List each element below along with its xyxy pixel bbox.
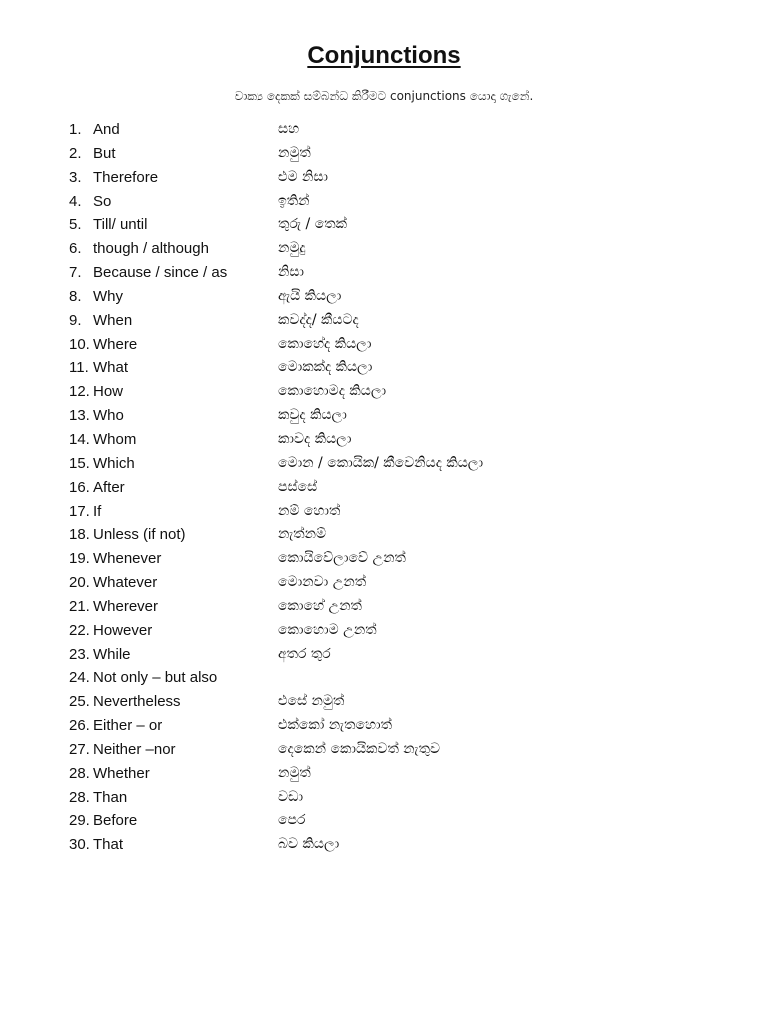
item-sinhala: සහ [278,121,300,137]
list-item [69,714,709,738]
item-english: And [93,121,120,138]
list-item [69,690,709,714]
item-sinhala: නැත්නම් [278,526,327,543]
item-sinhala: එක්කෝ නැතහොත් [278,717,392,734]
page-subtitle: වාක්‍ය දෙකක් සම්බන්ධ කිරීමට conjunctions යොදා ගැනේ. [234,89,534,103]
item-number: 25. [69,693,90,711]
list-item [69,309,709,333]
item-number: 17. [69,502,90,520]
item-english: Why [93,287,123,305]
item-english: Whom [93,430,137,448]
item-english: So [93,192,112,210]
item-sinhala: ඇයි කියලා [278,287,342,304]
list-item [69,547,709,571]
item-number: 8. [69,287,82,305]
item-english: Not only – but also [93,669,218,687]
list-item [69,118,709,142]
item-english: Whatever [93,574,158,592]
item-english: That [93,836,124,854]
item-sinhala: කොයිවේලාවේ උනත් [278,550,406,567]
item-sinhala: පෙර [278,812,306,829]
list-item [69,380,709,404]
item-sinhala: මොන / කොයික/ කීවෙනියද කියලා [278,454,484,471]
item-sinhala: කොහොමද කියලා [278,383,387,400]
list-item [69,786,709,810]
item-sinhala: අතර තුර [278,645,331,662]
item-english: What [93,359,129,377]
item-english: When [93,311,133,329]
item-sinhala: මොනවා උනත් [278,574,367,591]
item-english: Unless (if not) [93,526,186,544]
list-item [69,643,709,667]
item-number: 14. [69,430,90,448]
item-english: Which [93,454,135,472]
item-english: But [93,144,116,162]
list-item [69,261,709,285]
item-number: 30. [69,836,90,854]
item-english: How [93,383,124,401]
list-item [69,166,709,190]
item-english: Neither –nor [93,740,176,758]
list-item [69,213,709,237]
list-item [69,666,709,690]
item-number: 22. [69,621,90,639]
item-sinhala: දෙකෙන් කොයිකවත් නැතුව [278,740,441,757]
item-sinhala: නිසා [278,264,305,281]
item-number: 4. [69,192,82,210]
item-number: 16. [69,478,90,496]
item-english: Either – or [93,717,163,735]
item-english: Nevertheless [93,693,181,711]
item-number: 5. [69,216,82,234]
item-number: 29. [69,812,90,830]
item-sinhala: වඩා [278,788,304,805]
item-number: 9. [69,311,82,329]
list-item [69,476,709,500]
item-sinhala: එසේ නමුත් [278,693,345,710]
item-number: 15. [69,454,90,472]
item-english: Whenever [93,550,162,568]
item-number: 21. [69,597,90,615]
item-number: 6. [69,240,82,258]
list-item [69,571,709,595]
item-sinhala: පස්සේ [278,478,318,495]
list-item [69,738,709,762]
item-number: 27. [69,740,90,758]
page-title: Conjunctions [307,42,461,69]
item-sinhala: මොකක්ද කියලා [278,359,373,376]
list-item [69,190,709,214]
item-sinhala: කවුද කියලා [278,407,347,424]
item-sinhala: කොහේද කියලා [278,335,372,352]
item-sinhala: එම නිසා [278,168,329,185]
list-item [69,285,709,309]
list-item [69,619,709,643]
item-number: 11. [69,359,89,377]
list-item [69,333,709,357]
list-item [69,404,709,428]
item-sinhala: නමුත් [278,144,311,161]
item-number: 19. [69,550,90,568]
item-english: Who [93,407,124,425]
item-number: 20. [69,574,90,592]
item-english: Whether [93,764,150,782]
item-sinhala: නමුත් [278,764,311,781]
item-english: Before [93,812,138,830]
conjunction-list [69,118,709,857]
item-number: 18. [69,526,90,544]
list-item [69,500,709,524]
list-item [69,809,709,833]
item-english: Therefore [93,168,159,186]
item-number: 24. [69,669,90,687]
item-sinhala: නමුදු [278,240,306,257]
list-item [69,523,709,547]
list-item [69,452,709,476]
item-number: 1. [69,121,82,138]
item-number: 26. [69,717,90,735]
list-item [69,237,709,261]
item-english: Wherever [93,597,159,615]
list-item [69,428,709,452]
item-sinhala: තුරු / තෙක් [278,216,347,233]
item-english: If [93,502,102,520]
item-number: 3. [69,168,82,186]
item-english: Where [93,335,138,353]
item-english: Because / since / as [93,264,228,282]
item-number: 13. [69,407,90,425]
item-number: 28. [69,788,90,806]
list-item [69,833,709,857]
item-number: 7. [69,264,82,282]
item-number: 2. [69,144,82,162]
item-sinhala: කොහොම උනත් [278,621,377,638]
item-sinhala: ඉතින් [278,192,310,209]
item-english: However [93,621,153,639]
item-number: 10. [69,335,90,353]
list-item [69,356,709,380]
item-english: Till/ until [93,216,148,234]
item-number: 28. [69,764,90,782]
item-sinhala: බව කියලා [278,836,340,853]
item-number: 12. [69,383,90,401]
item-sinhala: කවද්ද/ කීයටද [278,311,359,328]
item-sinhala: කාවද කියලා [278,430,352,447]
list-item [69,595,709,619]
item-sinhala: කොහේ උනත් [278,597,362,614]
item-english: While [93,645,131,663]
list-item [69,142,709,166]
item-english: After [93,478,125,496]
item-number: 23. [69,645,90,663]
item-english: Than [93,788,128,806]
item-english: though / although [93,240,209,258]
list-item [69,762,709,786]
item-sinhala: නම් හොත් [278,502,341,519]
